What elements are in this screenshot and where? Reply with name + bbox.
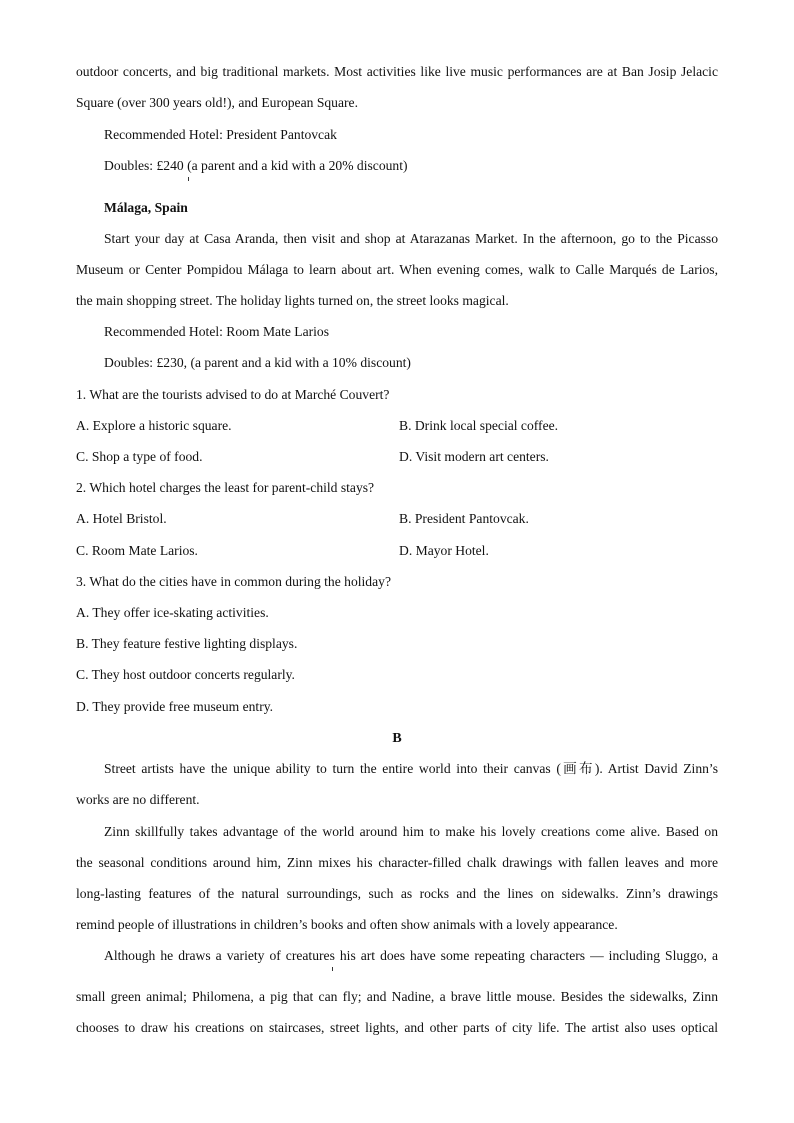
answer-option: B. Drink local special coffee.: [399, 418, 559, 433]
answer-option: A. Hotel Bristol.: [76, 511, 167, 526]
question-stem: 3. What do the cities have in common during the holiday?: [76, 574, 391, 589]
passage-b-line: small green animal; Philomena, a pig that can fly; and Nadine, a brave little mouse. Besides the sidewalks, Zinn: [76, 989, 718, 1004]
zagreb-hotel: Recommended Hotel: President Pantovcak: [104, 127, 337, 142]
answer-option: D. They provide free museum entry.: [76, 699, 274, 714]
answer-option: C. Shop a type of food.: [76, 449, 203, 464]
answer-option: D. Visit modern art centers.: [399, 449, 549, 464]
malaga-price: Doubles: £230, (a parent and a kid with a 10% discount): [104, 355, 411, 370]
text-marker: [332, 967, 333, 971]
malaga-hotel: Recommended Hotel: Room Mate Larios: [104, 324, 330, 339]
malaga-para-line: Start your day at Casa Aranda, then visit and shop at Atarazanas Market. In the afternoon, go to the Picasso: [104, 231, 718, 246]
passage-a-line: outdoor concerts, and big traditional markets. Most activities like live music performances are at Ban Josip Jelacic: [76, 64, 718, 79]
malaga-para-line: the main shopping street. The holiday lights turned on, the street looks magical.: [76, 293, 509, 308]
passage-b-line: Zinn skillfully takes advantage of the world around him to make his lovely creations come alive. Based on: [104, 824, 718, 839]
malaga-para-line: Museum or Center Pompidou Málaga to learn about art. When evening comes, walk to Calle Marqués de Larios,: [76, 262, 718, 277]
question-stem: 2. Which hotel charges the least for parent-child stays?: [76, 480, 375, 495]
passage-b-line: chooses to draw his creations on staircases, street lights, and other parts of city life. The artist also uses optical: [76, 1020, 718, 1035]
text-marker: [188, 177, 189, 181]
passage-b-line: long-lasting features of the natural surroundings, such as rocks and the lines on sidewalks. Zinn’s drawings: [76, 886, 718, 901]
passage-b-line: the seasonal conditions around him, Zinn mixes his character-filled chalk drawings with fallen leaves and more: [76, 855, 718, 870]
answer-option: A. Explore a historic square.: [76, 418, 232, 433]
malaga-heading: Málaga, Spain: [104, 200, 188, 215]
zagreb-price: Doubles: £240 (a parent and a kid with a 20% discount): [104, 158, 408, 173]
question-stem: 1. What are the tourists advised to do at Marché Couvert?: [76, 387, 390, 402]
answer-option: C. Room Mate Larios.: [76, 543, 198, 558]
passage-b-line: Street artists have the unique ability to turn the entire world into their canvas (画布). Artist David Zinn’s: [104, 761, 718, 776]
answer-option: D. Mayor Hotel.: [399, 543, 489, 558]
answer-option: C. They host outdoor concerts regularly.: [76, 667, 295, 682]
passage-a-line: Square (over 300 years old!), and European Square.: [76, 95, 358, 110]
answer-option: B. They feature festive lighting displays.: [76, 636, 298, 651]
section-title: B: [392, 731, 402, 746]
passage-b-line: works are no different.: [76, 792, 200, 807]
passage-b-line: remind people of illustrations in children’s books and often show animals with a lovely appearance.: [76, 917, 618, 932]
answer-option: A. They offer ice-skating activities.: [76, 605, 269, 620]
passage-b-line: Although he draws a variety of creatures his art does have some repeating characters — including Sluggo, a: [104, 948, 718, 963]
answer-option: B. President Pantovcak.: [399, 511, 529, 526]
